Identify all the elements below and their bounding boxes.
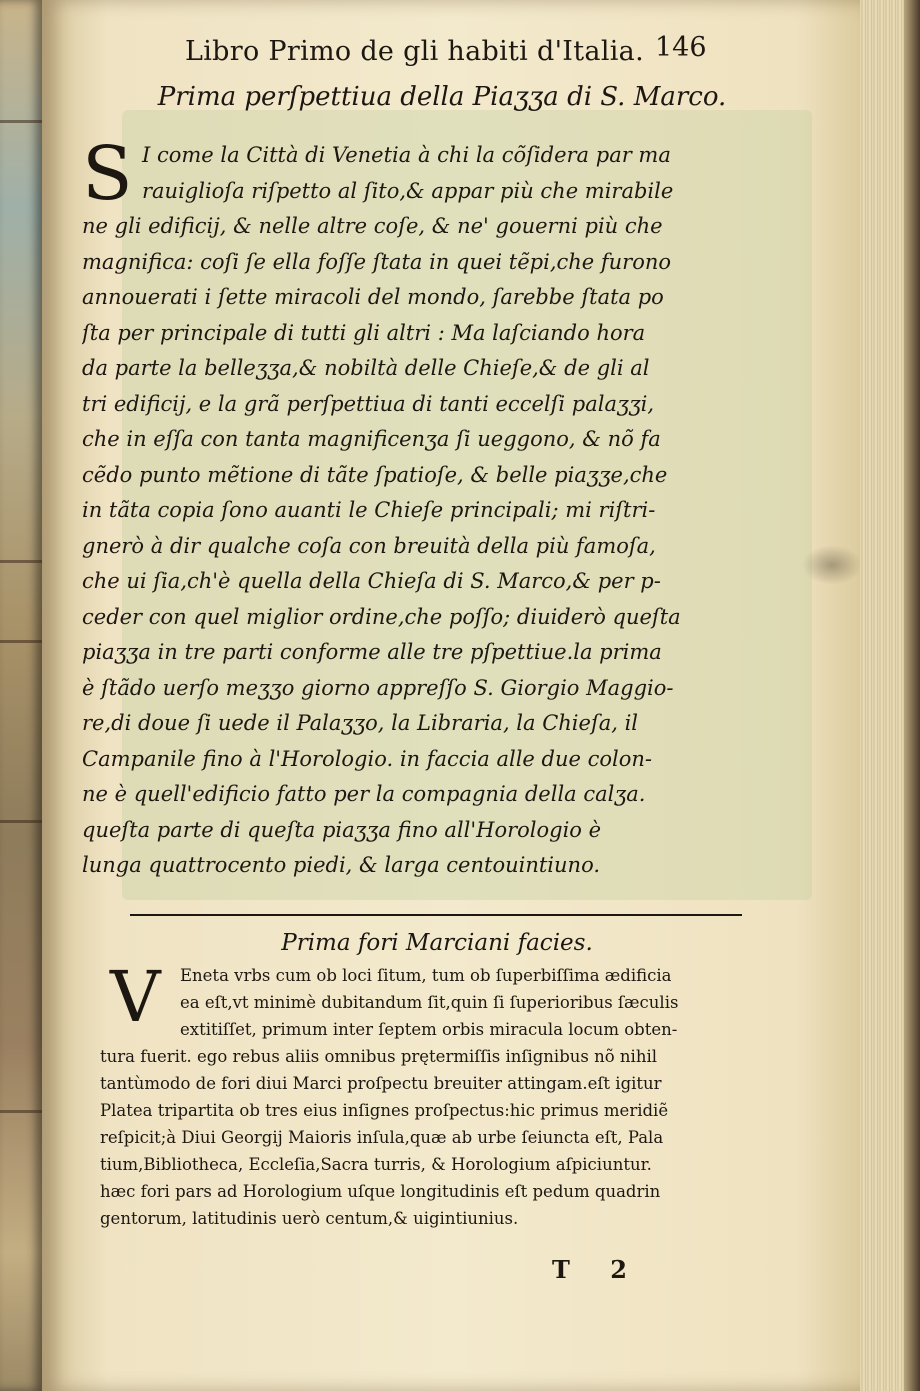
text-line: tura fuerit. ego rebus aliis omnibus prętermiſſis inſignibus nõ nihil [100,1047,658,1066]
text-line: gnerò à dir qualche coſa con breuità della più famoſa, [82,533,656,558]
text-line: queſta parte di queſta piaʒʒa fino all'Horologio è [82,817,602,842]
text-line: da parte la belleʒʒa,& nobiltà delle Chieſe,& de gli al [82,356,650,380]
text-line: re,di doue ſi uede il Palaʒʒo, la Libraria, la Chieſa, il [82,711,639,735]
text-line: tri edificij, e la grã perſpettiua di tanti eccelſi palaʒʒi, [82,391,655,416]
text-line: hæc fori pars ad Horologium uſque longitudinis eſt pedum quadrin [100,1182,661,1201]
ink-stain [802,545,862,585]
page-header [167,32,727,76]
text-line: lunga quattrocento piedi, & larga centouintiuno. [82,853,601,877]
text-line: cẽdo punto mẽtione di tãte ſpatioſe, & belle piaʒʒe,che [82,462,668,487]
text-line: in tãta copia ſono auanti le Chieſe principali; mi riſtri- [82,498,656,522]
text-line: tantùmodo de fori diui Marci proſpectu breuiter attingam.eſt igitur [100,1074,662,1093]
text-line: piaʒʒa in tre parti conforme alle tre pſpettiue.la prima [82,640,662,664]
drop-cap-v: V [110,956,161,1038]
latin-section-title: Prima fori Marciani facies. [281,930,593,956]
text-line: annouerati i ſette miracoli del mondo, ſarebbe ſtata po [82,285,664,309]
woodcut-line [0,820,42,823]
text-line: ne è quell'edificio fatto per la compagnia della calʒa. [82,782,646,806]
text-line: extitiſſet, primum inter ſeptem orbis miracula locum obten- [180,1020,678,1039]
page-number: 146 [655,32,707,63]
text-line: tium,Bibliotheca, Eccleſia,Sacra turris, & Horologium aſpiciuntur. [100,1155,652,1174]
drop-cap-s: S [82,131,133,217]
section-title: Prima perſpettiua della Piaʒʒa di S. Marco. [157,82,727,112]
section-rule [130,914,742,916]
book-shadow [904,0,920,1391]
text-line: ſta per principale di tutti gli altri : Ma laſciando hora [82,320,646,345]
signature-mark: T 2 [552,1255,643,1284]
text-line: Eneta vrbs cum ob loci ſitum, tum ob ſuperbiſſima ædificia [180,966,672,985]
book-page [42,0,862,1391]
text-line: I come la Città di Venetia à chi la cõſidera par ma [142,143,671,167]
text-line: ea eſt,vt minimè dubitandum ſit,quin ſi ſuperioribus ſæculis [180,993,679,1012]
text-line: Platea tripartita ob tres eius inſignes proſpectus:hic primus meridiẽ [100,1101,669,1120]
text-line: gentorum, latitudinis uerò centum,& uigintiunius. [100,1209,519,1228]
text-line: magnifica: coſi ſe ella foſſe ſtata in quei tẽpi,che furono [82,249,672,274]
text-line: è ſtãdo uerſo meʒʒo giorno appreſſo S. Giorgio Maggio- [82,675,674,700]
facing-page-illustration-edge [0,0,42,1391]
text-line: reſpicit;à Diui Georgij Maioris inſula,quæ ab urbe ſeiuncta eſt, Pala [100,1128,664,1147]
woodcut-line [0,560,42,563]
text-line: Campanile fino à l'Horologio. in faccia alle due colon- [82,746,652,771]
woodcut-line [0,640,42,643]
woodcut-line [0,120,42,123]
latin-paragraph [100,956,790,1232]
text-line: rauiglioſa riſpetto al ſito,& appar più che mirabile [142,178,674,203]
text-line: che ui ſia,ch'è quella della Chieſa di S. Marco,& per p- [82,569,661,593]
running-title: Libro Primo de gli habiti d'Italia. [185,36,644,67]
text-line: ne gli edificij, & nelle altre coſe, & ne' gouerni più che [82,214,663,238]
text-line: che in eſſa con tanta magnificenʒa ſi ueggono, & nõ fa [82,427,661,451]
woodcut-line [0,1110,42,1113]
text-line: ceder con quel miglior ordine,che poſſo; diuiderò queſta [82,604,681,629]
italian-paragraph [82,131,772,884]
